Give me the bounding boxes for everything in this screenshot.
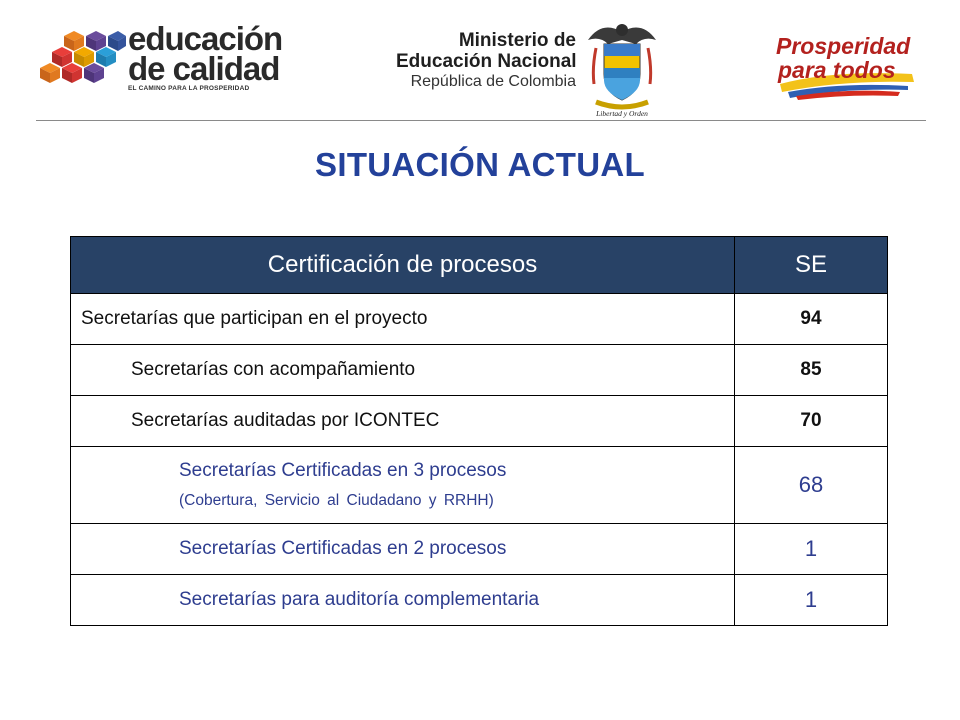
prosperidad-para-todos-logo [772,30,922,100]
row-label: Secretarías auditadas por ICONTEC [71,396,735,447]
row-label: Secretarías que participan en el proyecto [71,294,735,345]
header-divider [36,120,926,121]
row-sublabel: (Cobertura, Servicio al Ciudadano y RRHH) [179,492,494,509]
crest-motto: Libertad y Orden [596,109,648,118]
edu-logo-line2: de calidad [128,50,280,87]
educacion-logo-text [128,20,283,93]
column-header-se: SE [735,237,888,294]
column-header-process: Certificación de procesos [71,237,735,294]
ministry-line3: República de Colombia [410,73,576,90]
table-header-row [71,237,888,294]
row-value: 1 [735,524,888,575]
prosperity-line2: para todos [778,57,896,83]
row-value: 85 [735,345,888,396]
row-value: 70 [735,396,888,447]
edu-logo-tagline: EL CAMINO PARA LA PROSPERIDAD [128,85,250,92]
row-label: Secretarías Certificadas en 2 procesos [71,524,735,575]
ministry-line2: Educación Nacional [396,51,577,72]
row-label-cell [71,447,735,524]
certification-table [70,236,888,626]
row-value: 94 [735,294,888,345]
prosperity-line1: Prosperidad [776,33,911,59]
table-row [71,575,888,626]
row-value: 1 [735,575,888,626]
header [0,0,960,120]
row-value: 68 [735,447,888,524]
row-label: Secretarías Certificadas en 3 procesos [179,460,507,481]
table-row [71,345,888,396]
ministerio-logo [396,30,576,94]
coat-of-arms-icon [582,18,662,118]
row-label: Secretarías con acompañamiento [71,345,735,396]
row-label: Secretarías para auditoría complementaria [71,575,735,626]
cubes-logo-icon [34,30,126,90]
table-row [71,396,888,447]
table-row [71,447,888,524]
edu-logo-line1: educación [128,20,283,57]
educacion-de-calidad-logo [34,20,294,96]
table-row [71,524,888,575]
ministry-line1: Ministerio de [458,30,576,51]
table-row [71,294,888,345]
page-title: SITUACIÓN ACTUAL [315,146,645,183]
